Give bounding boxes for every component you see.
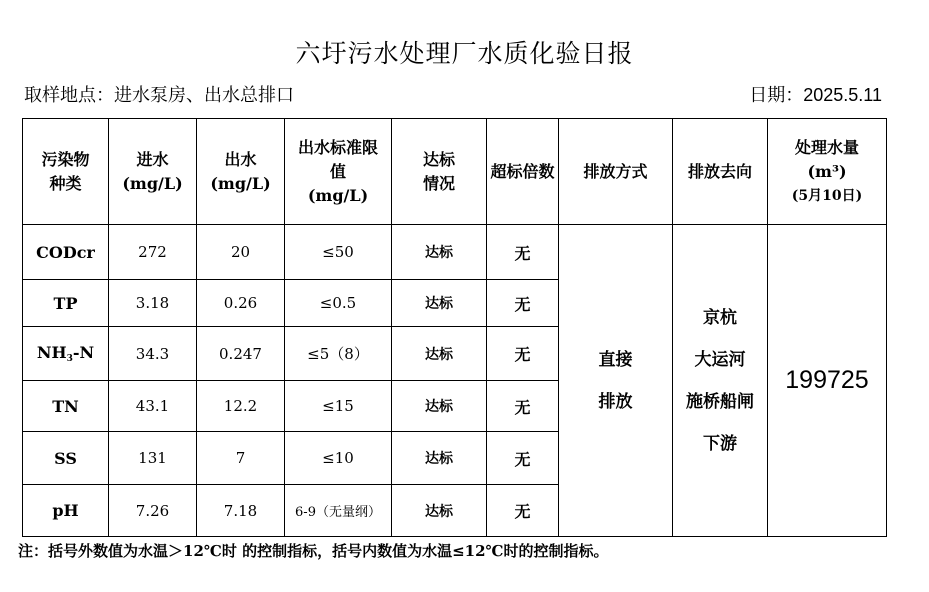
header-volume: 处理水量 (m³) (5月10日): [768, 119, 887, 225]
inflow-cell: 3.18: [109, 280, 197, 327]
outflow-cell: 0.247: [197, 327, 285, 381]
exceed-cell: 无: [487, 225, 559, 280]
param-cell: CODcr: [23, 225, 109, 280]
outflow-cell: 7.18: [197, 485, 285, 537]
header-exceed: 超标倍数: [487, 119, 559, 225]
inflow-cell: 272: [109, 225, 197, 280]
limit-cell: ≤0.5: [285, 280, 392, 327]
report-date: [749, 81, 882, 107]
status-cell: 达标: [392, 225, 487, 280]
header-limit: 出水标准限值 (mg/L): [285, 119, 392, 225]
limit-cell: ≤10: [285, 432, 392, 485]
outflow-cell: 20: [197, 225, 285, 280]
discharge-method-cell: 直接 排放: [559, 225, 673, 537]
outflow-cell: 12.2: [197, 381, 285, 432]
header-row: [23, 119, 887, 225]
table-row: [23, 225, 887, 280]
exceed-cell: 无: [487, 432, 559, 485]
treated-volume-cell: 199725: [768, 225, 887, 537]
exceed-cell: 无: [487, 381, 559, 432]
param-cell: TN: [23, 381, 109, 432]
outflow-cell: 7: [197, 432, 285, 485]
limit-cell: ≤5（8）: [285, 327, 392, 381]
limit-cell: 6-9（无量纲）: [285, 485, 392, 537]
status-cell: 达标: [392, 280, 487, 327]
inflow-cell: 34.3: [109, 327, 197, 381]
header-destination: 排放去向: [673, 119, 768, 225]
param-cell: pH: [23, 485, 109, 537]
status-cell: 达标: [392, 381, 487, 432]
discharge-destination-cell: 京杭 大运河 施桥船闸 下游: [673, 225, 768, 537]
footnote: 注：括号外数值为水温＞12℃时 的控制指标，括号内数值为水温≤12℃时的控制指标。: [18, 542, 609, 560]
inflow-cell: 43.1: [109, 381, 197, 432]
header-compliance: 达标情况: [392, 119, 487, 225]
report-title: 六圩污水处理厂水质化验日报: [295, 39, 634, 68]
param-cell: TP: [23, 280, 109, 327]
header-method: 排放方式: [559, 119, 673, 225]
exceed-cell: 无: [487, 280, 559, 327]
exceed-cell: 无: [487, 485, 559, 537]
param-cell: SS: [23, 432, 109, 485]
header-pollutant: 污染物种类: [23, 119, 109, 225]
param-subscript: 3: [66, 354, 73, 364]
outflow-cell: 0.26: [197, 280, 285, 327]
param-cell: $NH_3-N$: [23, 327, 109, 381]
sampling-location: 取样地点：进水泵房、出水总排口: [24, 85, 294, 106]
status-cell: 达标: [392, 327, 487, 381]
inflow-cell: 131: [109, 432, 197, 485]
status-cell: 达标: [392, 432, 487, 485]
exceed-cell: 无: [487, 327, 559, 381]
status-cell: 达标: [392, 485, 487, 537]
date-value: 2025.5.11: [803, 85, 882, 105]
limit-cell: ≤15: [285, 381, 392, 432]
header-inflow: 进水 (mg/L): [109, 119, 197, 225]
water-quality-table: [22, 118, 887, 537]
header-outflow: 出水 (mg/L): [197, 119, 285, 225]
date-label: 日期：: [749, 85, 804, 106]
limit-cell: ≤50: [285, 225, 392, 280]
inflow-cell: 7.26: [109, 485, 197, 537]
